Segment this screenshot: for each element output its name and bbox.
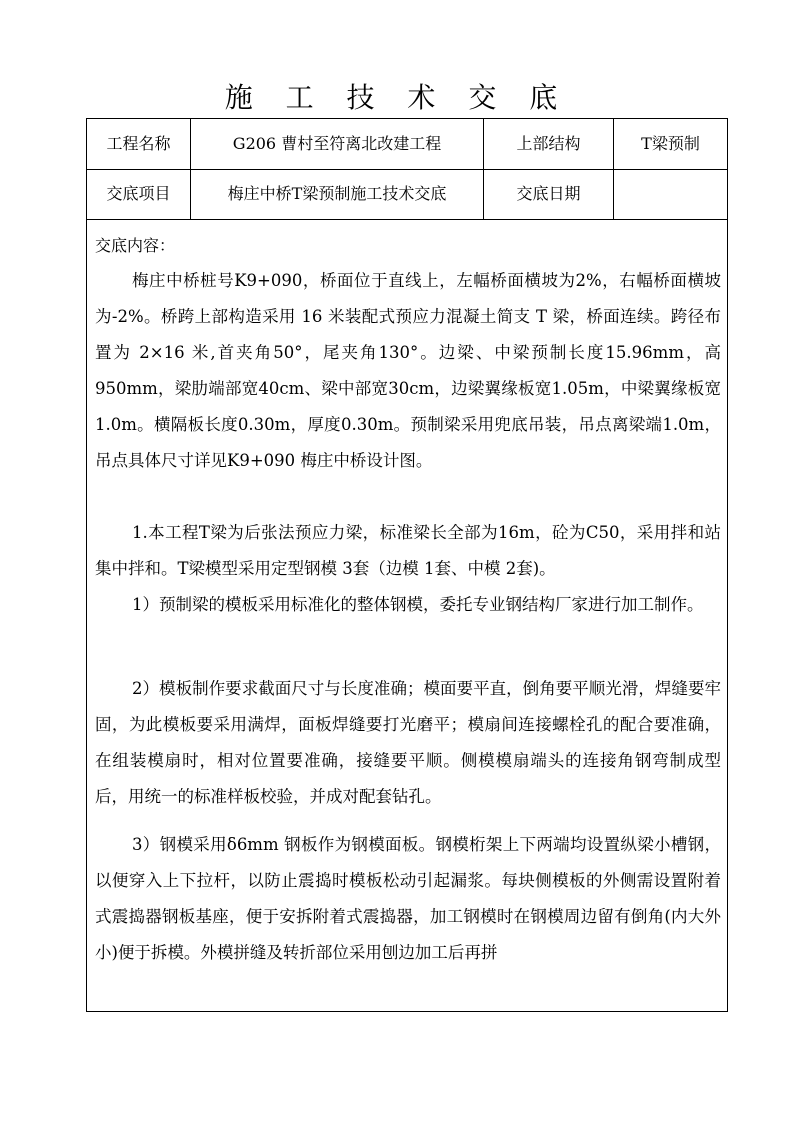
content-paragraph: 1）预制梁的模板采用标准化的整体钢模，委托专业钢结构厂家进行加工制作。 [132,595,704,614]
header-row-item [87,169,727,220]
document-title: 施 工 技 术 交 底 [224,81,570,114]
content-paragraph: 梅庄中桥桩号K9+090，桥面位于直线上，左幅桥面横坡为2%，右幅桥面横坡为-2%。桥跨上部构造采用 16 米装配式预应力混凝土简支 T 梁，桥面连续。跨径布置为 2×16 米,首夹角50°，尾夹角130°。边梁、中梁预制长度15.96mm，高950mm，梁肋端部宽40cm、梁中部宽30cm，边梁翼缘板宽1.05m，中梁翼缘板宽1.0m。横隔板长度0.30m，厚度0.30m。预制梁采用兜底吊装，吊点离梁端1.0m，吊点具体尺寸详见K9+090 梅庄中桥设计图。 [95,271,721,470]
structure-label: 上部结构 [484,119,614,169]
content-section [87,220,727,1011]
content-label: 交底内容： [95,236,176,255]
content-paragraph: 3）钢模采用δ6mm 钢板作为钢模面板。钢模桁架上下两端均设置纵梁小槽钢，以便穿入上下拉杆，以防止震捣时模板松动引起漏浆。每块侧模板的外侧需设置附着式震捣器钢板基座，便于安拆附着式震捣器，加工钢模时在钢模周边留有倒角(内大外小)便于拆模。外模拼缝及转折部位采用刨边加工后再拼 [95,835,721,962]
structure-value: T梁预制 [641,134,700,153]
item-label: 交底项目 [87,169,191,219]
project-name-value: G206 曹村至符离北改建工程 [191,119,484,169]
disclosure-form [86,118,728,1012]
date-value [614,169,727,219]
item-value: 梅庄中桥T梁预制施工技术交底 [191,169,484,219]
content-paragraph: 2）模板制作要求截面尺寸与长度准确；模面要平直，倒角要平顺光滑，焊缝要牢固，为此模板要采用满焊，面板焊缝要打光磨平；模扇间连接螺栓孔的配合要准确，在组装模扇时，相对位置要准确，接缝要平顺。侧模模扇端头的连接角钢弯制成型后，用统一的标准样板校验，并成对配套钻孔。 [95,679,721,806]
header-row-project [87,119,727,170]
content-paragraph: 1.本工程T梁为后张法预应力梁，标准梁长全部为16m，砼为C50，采用拌和站集中拌和。T梁模型采用定型钢模 3套（边模 1套、中模 2套)。 [95,523,721,578]
date-label: 交底日期 [484,169,614,219]
project-name-label: 工程名称 [87,119,191,169]
